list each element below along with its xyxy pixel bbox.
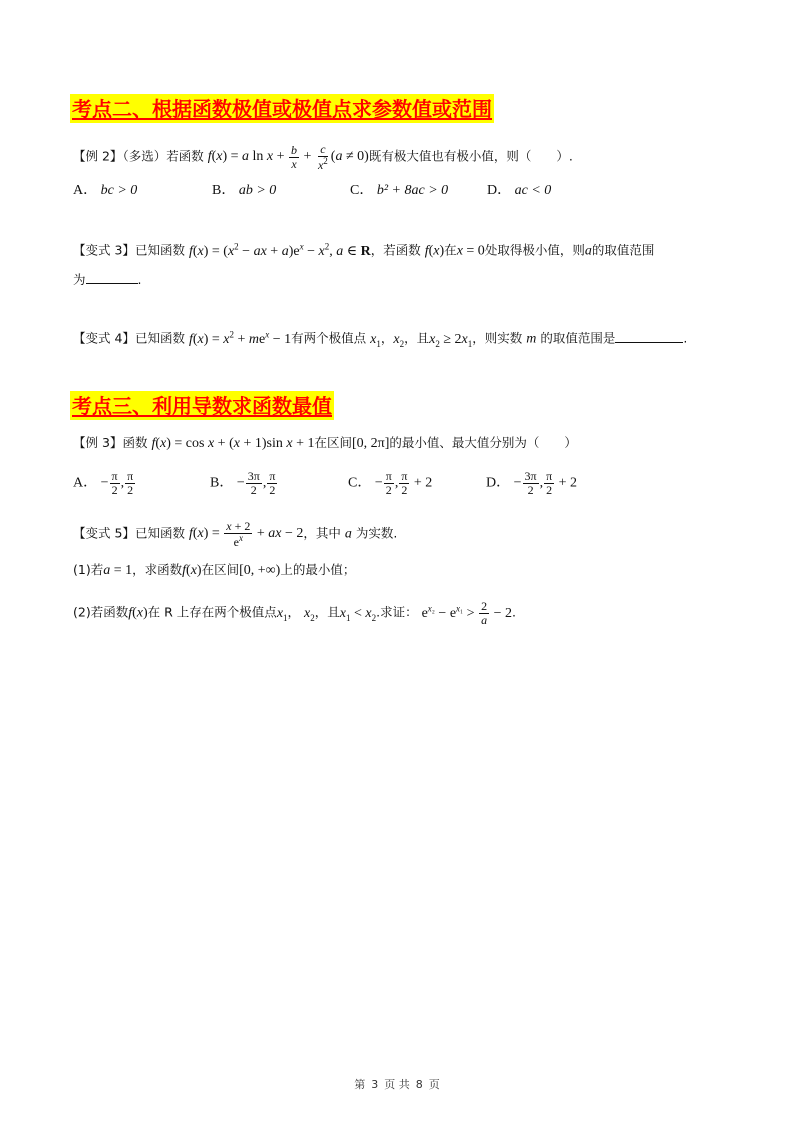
formula: f(x) = $\frac{x + 2}{e^x}$ + ax − 2 [188, 519, 304, 549]
formula: $e^{x_2} - e^{x_1}$ > $\frac{2}{a}$ − 2 [421, 599, 512, 627]
option-b: B． − $\frac{3\pi}{2}$ , $\frac{\pi}{2}$ [210, 469, 276, 497]
formula: $f(x) = (x^2$ − ax + $a)e^x - x^2$, a ∈ R [188, 241, 371, 259]
formula: f(x) = a ln x + $\frac{b}{x}$ + $\frac{c}{x^2}$ (a ≠ 0) [207, 142, 369, 172]
example-label: 【例 2】 [73, 148, 123, 164]
option-d: D． ac < 0 [487, 183, 552, 198]
option-d: D． − $\frac{3\pi}{2}$ , $\frac{\pi}{2}$ + 2 [486, 469, 578, 497]
section-heading-3: 考点三、利用导数求函数最值 [70, 391, 334, 420]
variant-label: 【变式 3】 [73, 242, 135, 258]
option-c: C． b² + 8ac > 0 [350, 183, 449, 198]
section-heading-2: 考点二、根据函数极值或极值点求参数值或范围 [70, 94, 494, 123]
option-a: A． − $\frac{\pi}{2}$ , $\frac{\pi}{2}$ [73, 469, 134, 497]
example-3-question: 【例 3】函数 f(x) = cos x + (x + 1)sin x + 1在区间[0, 2π]的最小值、最大值分别为（ ） [73, 435, 577, 451]
variant-4-question: 【变式 4】已知函数 $f(x) = x^2 + me^x - 1$有两个极值点 $x_1$，$x_2$，且$x_2 \ge 2x_1$，则实数 m 的取值范围是 . [73, 329, 688, 349]
example-2-question: 【例 2】（多选）若函数 f(x) = a ln x + $\frac{b}{x}$ + $\frac{c}{x^2}$ (a ≠ 0)既有极大值也有极小值，则（ ）. [73, 142, 573, 172]
page-number: 3 [371, 1078, 379, 1091]
page-total: 8 [415, 1078, 423, 1091]
page-footer: 第 3 页 共 8 页 [354, 1078, 440, 1091]
option-b: B． ab > 0 [212, 183, 277, 198]
variant-3-line2: 为 . [73, 272, 142, 287]
variant-label: 【变式 5】 [73, 525, 135, 541]
formula: f(x) = cos x + (x + 1)sin x + 1 [151, 436, 315, 451]
answer-blank [615, 330, 683, 343]
variant-5-part-1: (1)若a = 1，求函数f(x)在区间[0, +∞)上的最小值； [73, 562, 356, 578]
variant-label: 【变式 4】 [73, 330, 135, 346]
variant-5-part-2: (2)若函数f(x)在 R 上存在两个极值点$x_1$， $x_2$，且$x_1 < x_2$.求证： $e^{x_2} - e^{x_1}$ > $\frac{2}{a}$ − 2. [73, 599, 516, 627]
option-c: C． − $\frac{\pi}{2}$ , $\frac{\pi}{2}$ + 2 [348, 469, 433, 497]
answer-blank [86, 271, 138, 284]
option-a: A． bc > 0 [73, 183, 138, 198]
variant-5-question: 【变式 5】已知函数 f(x) = $\frac{x + 2}{e^x}$ + ax − 2，其中 a 为实数. [73, 519, 398, 549]
formula: $f(x) = x^2 + me^x - 1$ [188, 329, 292, 347]
example-label: 【例 3】 [73, 435, 123, 450]
variant-3-question: 【变式 3】已知函数 $f(x) = (x^2$ − ax + $a)e^x - x^2$, a ∈ R，若函数 f(x)在x = 0处取得极小值，则a的取值范围 [73, 241, 655, 259]
